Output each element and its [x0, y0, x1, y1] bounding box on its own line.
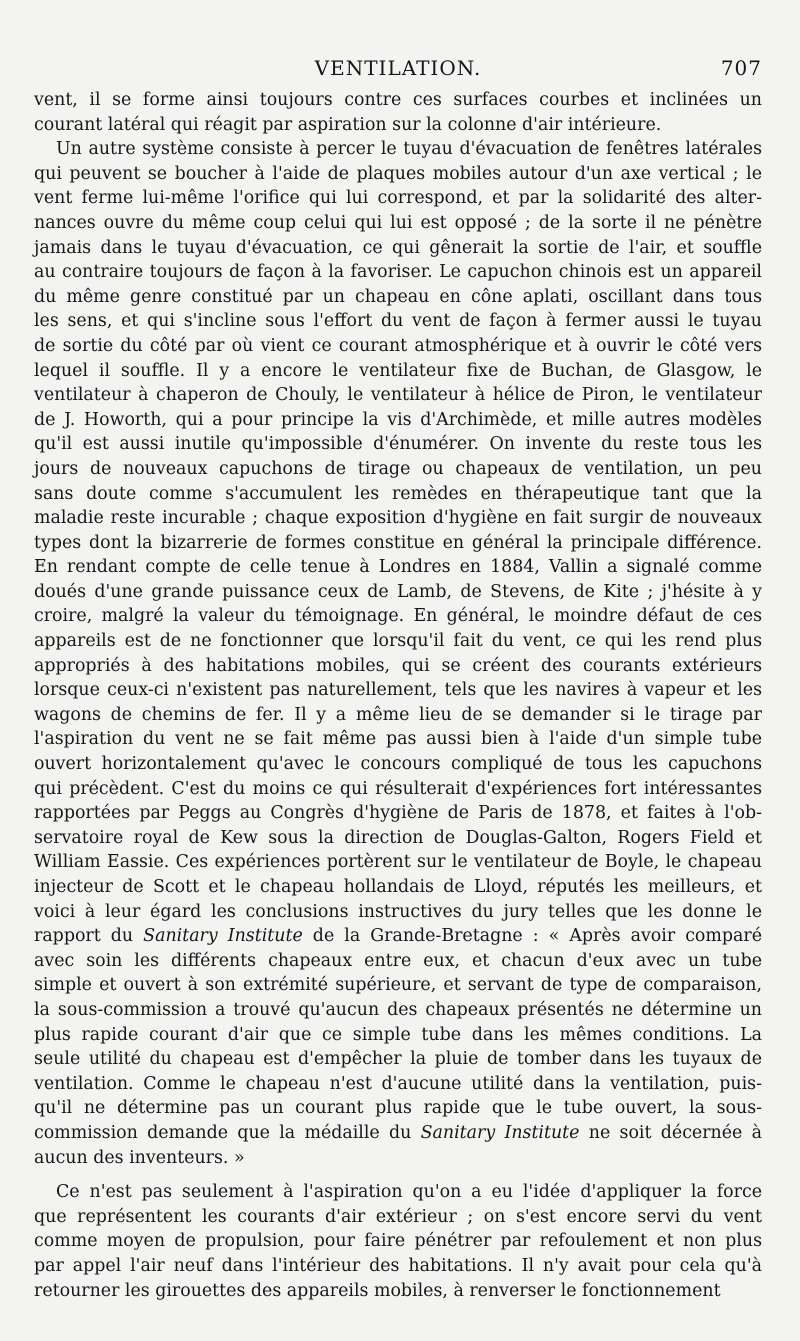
text-line: En rendant compte de celle tenue à Londres en 1884, Vallin a signalé comme	[34, 557, 762, 578]
text-line: qui précèdent. C'est du moins ce qui résulterait d'expériences fort intéressantes	[34, 778, 762, 799]
text-line: qu'il ne détermine pas un courant plus rapide que le tube ouvert, la sous-	[34, 1098, 762, 1119]
text-line: par appel l'air neuf dans l'intérieur des habitations. Il n'y avait pour cela qu'à	[34, 1255, 762, 1276]
text-line: sans doute comme s'accumulent les remèdes en thérapeutique tant que la	[34, 483, 762, 504]
text-line: ventilation. Comme le chapeau n'est d'aucune utilité dans la ventilation, puis-	[34, 1073, 762, 1094]
text-line: servatoire royal de Kew sous la direction de Douglas-Galton, Rogers Field et	[34, 827, 762, 848]
text-line: jamais dans le tuyau d'évacuation, ce qui gênerait la sortie de l'air, et souffle	[34, 237, 762, 258]
text-line: du même genre constitué par un chapeau en cône aplati, oscillant dans tous	[34, 286, 762, 307]
text-line: la sous-commission a trouvé qu'aucun des chapeaux présentés ne détermine un	[34, 999, 762, 1020]
text-line: injecteur de Scott et le chapeau hollandais de Lloyd, réputés les meilleurs, et	[34, 877, 762, 897]
text-line: les sens, et qui s'incline sous l'effort du vent de façon à fermer aussi le tuyau	[34, 311, 762, 332]
text-line: voici à leur égard les conclusions instructives du jury telles que les donne le	[34, 901, 762, 922]
text-line: maladie reste incurable ; chaque exposition d'hygiène en fait surgir de nouveaux	[34, 508, 762, 529]
italic-text: Sanitary Institute	[143, 926, 303, 947]
text-line: qui peuvent se boucher à l'aide de plaques mobiles autour d'un axe vertical ; le	[34, 163, 762, 184]
text-line: avec soin les différents chapeaux entre eux, et chacun d'eux avec un tube	[34, 950, 762, 971]
page-number: 707	[720, 56, 762, 80]
text-line: doués d'une grande puissance ceux de Lamb, de Stevens, de Kite ; j'hésite à y	[34, 581, 762, 602]
text-line: l'aspiration du vent ne se fait même pas aussi bien à l'aide d'un simple tube	[34, 729, 762, 750]
text-line: ouvert horizontalement qu'avec le concours compliqué de tous les capuchons	[34, 754, 762, 775]
text-line: vent, il se forme ainsi toujours contre ces surfaces courbes et inclinées un	[34, 90, 762, 110]
text-line: que représentent les courants d'air extérieur ; on s'est encore servi du vent	[34, 1206, 762, 1227]
text-line	[34, 1121, 762, 1146]
text-line: Ce n'est pas seulement à l'aspiration qu'on a eu l'idée d'appliquer la force	[56, 1182, 762, 1203]
body-text	[34, 88, 762, 1303]
text-line: seule utilité du chapeau est d'empêcher la pluie de tomber dans les tuyaux de	[34, 1049, 762, 1070]
text-line: qu'il est aussi inutile qu'impossible d'énumérer. On invente du reste tous les	[34, 434, 762, 455]
text-line: appropriés à des habitations mobiles, qui se créent des courants extérieurs	[34, 655, 762, 676]
text-line: de J. Howorth, qui a pour principe la vis d'Archimède, et mille autres modèles	[34, 409, 762, 430]
text-line: wagons de chemins de fer. Il y a même lieu de se demander si le tirage par	[34, 704, 762, 725]
text-line: courant latéral qui réagit par aspiration sur la colonne d'air intérieure.	[34, 114, 662, 135]
text-line: comme moyen de propulsion, pour faire pénétrer par refoulement et non plus	[34, 1231, 762, 1252]
page-header	[34, 56, 762, 82]
text-segment: ne soit décernée à	[579, 1122, 762, 1143]
text-line: simple et ouvert à son extrémité supérieure, et servant de type de comparaison,	[34, 975, 762, 996]
text-line: de sortie du côté par où vient ce courant atmosphérique et à ouvrir le côté vers	[34, 335, 762, 356]
text-segment: rapport du	[34, 926, 144, 947]
text-line: types dont la bizarrerie de formes constitue en général la principale différence.	[34, 532, 762, 553]
text-line: lorsque ceux-ci n'existent pas naturellement, tels que les navires à vapeur et les	[34, 680, 762, 701]
text-line: jours de nouveaux capuchons de tirage ou chapeaux de ventilation, un peu	[34, 458, 762, 479]
text-line: plus rapide courant d'air que ce simple tube dans les mêmes conditions. La	[34, 1024, 762, 1045]
text-line: au contraire toujours de façon à la favoriser. Le capuchon chinois est un appareil	[34, 262, 762, 283]
text-line: nances ouvre du même coup celui qui lui est opposé ; de la sorte il ne pénètre	[34, 212, 762, 233]
text-segment: commission demande que la médaille du	[34, 1122, 421, 1143]
running-title: VENTILATION.	[314, 56, 482, 80]
text-line: ventilateur à chaperon de Chouly, le ventilateur à hélice de Piron, le ventilateur	[34, 385, 762, 406]
text-line: retourner les girouettes des appareils mobiles, à renverser le fonctionnement	[34, 1280, 721, 1301]
text-line: appareils est de ne fonctionner que lorsqu'il fait du vent, ce qui les rend plus	[34, 631, 762, 652]
text-line: Un autre système consiste à percer le tuyau d'évacuation de fenêtres latérales	[56, 139, 762, 160]
text-line: rapportées par Peggs au Congrès d'hygiène de Paris de 1878, et faites à l'ob-	[34, 803, 762, 824]
text-line	[34, 924, 762, 949]
italic-text: Sanitary Institute	[420, 1122, 580, 1143]
text-line: aucun des inventeurs. »	[34, 1147, 245, 1168]
text-segment: de la Grande-Bretagne : « Après avoir comparé	[302, 926, 762, 947]
text-line: vent ferme lui-même l'orifice qui lui correspond, et par la solidarité des alter-	[34, 188, 762, 209]
text-line: William Eassie. Ces expériences portèrent sur le ventilateur de Boyle, le chapeau	[34, 852, 762, 873]
text-line: croire, malgré la valeur du témoignage. En général, le moindre défaut de ces	[34, 606, 762, 627]
text-line: lequel il souffle. Il y a encore le ventilateur fixe de Buchan, de Glasgow, le	[34, 360, 762, 381]
